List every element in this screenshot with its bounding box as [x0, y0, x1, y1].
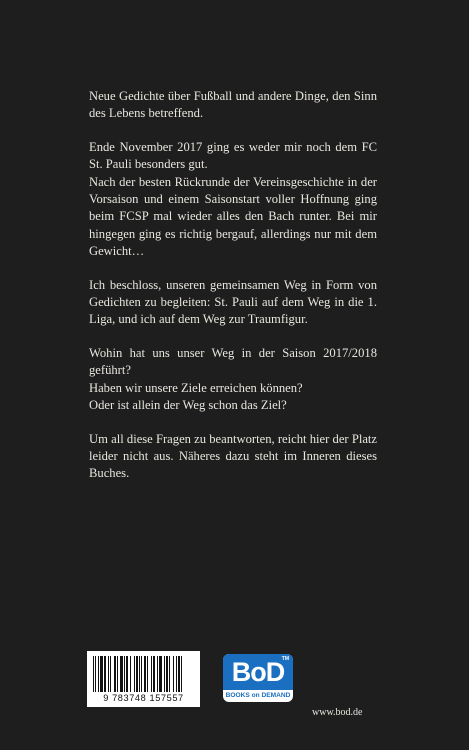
- barcode-bar: [104, 656, 106, 692]
- barcode-bar: [93, 656, 94, 692]
- blurb-paragraph-season: Nach der besten Rückrunde der Vereinsgeschichte in der Vorsaison und einem Saisonstart voller Hoffnung ging beim FCSP mal wieder alles den Bach runter. Bei mir hingegen ging es richtig bergauf, allerdings nur mit dem Gewicht…: [89, 174, 377, 259]
- barcode-digits: 9 783748 157557: [103, 693, 184, 703]
- blurb-paragraph-decision: Ich beschloss, unseren gemeinsamen Weg in Form von Gedichten zu begleiten: St. Pauli auf dem Weg in die 1. Liga, und ich auf dem Weg zur Traumfigur.: [89, 277, 377, 327]
- blurb-question-journey: Oder ist allein der Weg schon das Ziel?: [89, 398, 287, 413]
- barcode-bar: [120, 656, 123, 692]
- back-cover-blurb: [89, 88, 377, 483]
- barcode-bar: [169, 656, 170, 692]
- barcode-bar: [144, 656, 146, 692]
- barcode-bar: [134, 656, 135, 692]
- barcode-bar: [98, 656, 99, 692]
- blurb-question-path: Wohin hat uns unser Weg in der Saison 2017/2018 geführt?: [89, 345, 377, 378]
- bod-logo: [223, 654, 293, 702]
- blurb-question-goals: Haben wir unsere Ziele erreichen können?: [89, 380, 303, 395]
- barcode-bar: [130, 656, 131, 692]
- barcode-bar: [173, 656, 174, 692]
- barcode-bar: [95, 656, 96, 692]
- barcode-bar: [157, 656, 158, 692]
- barcode-bar: [124, 656, 125, 692]
- bod-logo-mark: [223, 654, 293, 690]
- barcode-bar: [117, 656, 118, 692]
- barcode-bar: [141, 656, 142, 692]
- barcode-bar: [139, 656, 140, 692]
- barcode-bar: [176, 656, 177, 692]
- blurb-paragraph-november: Ende November 2017 ging es weder mir noch dem FC St. Pauli besonders gut.: [89, 139, 377, 172]
- barcode-bar: [126, 656, 128, 692]
- blurb-paragraph-closing: Um all diese Fragen zu beantworten, reicht hier der Platz leider nicht aus. Näheres dazu steht im Inneren dieses Buches.: [89, 431, 377, 481]
- publisher-url: www.bod.de: [312, 707, 363, 718]
- barcode-bar: [108, 656, 109, 692]
- barcode-bar: [159, 656, 162, 692]
- bod-logo-text: BoD: [231, 657, 285, 687]
- barcode-bar: [164, 656, 165, 692]
- barcode-bar: [136, 656, 138, 692]
- barcode-bar: [110, 656, 111, 692]
- barcode-bar: [178, 656, 180, 692]
- blurb-paragraph-intro: Neue Gedichte über Fußball und andere Dinge, den Sinn des Lebens betreffend.: [89, 89, 377, 121]
- barcode-bar: [153, 656, 155, 692]
- barcode-bars: [92, 656, 195, 692]
- barcode-bar: [100, 656, 103, 692]
- barcode-bar: [166, 656, 168, 692]
- bod-tagline: BOOKS on DEMAND: [225, 692, 291, 699]
- bod-trademark: TM: [281, 656, 289, 662]
- barcode-bar: [181, 656, 182, 692]
- barcode-bar: [147, 656, 148, 692]
- isbn-barcode: [87, 651, 200, 707]
- barcode-bar: [151, 656, 152, 692]
- barcode-bar: [114, 656, 116, 692]
